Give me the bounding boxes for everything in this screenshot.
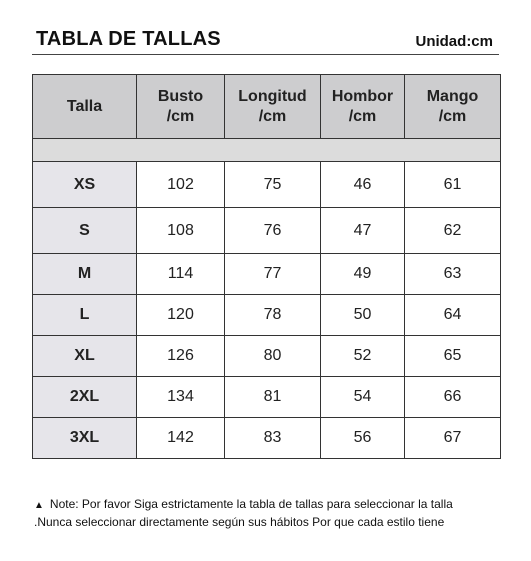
table-row bbox=[33, 162, 501, 208]
mango-cell: 62 bbox=[405, 208, 501, 254]
note-line-2 bbox=[34, 514, 504, 531]
title-divider bbox=[32, 54, 499, 55]
longitud-cell: 83 bbox=[225, 418, 321, 459]
mango-cell: 65 bbox=[405, 336, 501, 377]
longitud-cell: 81 bbox=[225, 377, 321, 418]
column-header-talla bbox=[33, 75, 137, 139]
busto-cell: 108 bbox=[137, 208, 225, 254]
column-header-busto bbox=[137, 75, 225, 139]
column-header-label: Busto bbox=[157, 87, 204, 105]
column-header-label: Hombor bbox=[331, 87, 394, 105]
column-header-unit: /cm bbox=[438, 107, 467, 125]
longitud-cell: 76 bbox=[225, 208, 321, 254]
column-header-unit: /cm bbox=[166, 107, 195, 125]
column-header-label: Talla bbox=[66, 97, 103, 115]
longitud-cell: 75 bbox=[225, 162, 321, 208]
size-cell: M bbox=[33, 254, 137, 295]
hombor-cell: 46 bbox=[321, 162, 405, 208]
size-cell: 3XL bbox=[33, 418, 137, 459]
hombor-cell: 49 bbox=[321, 254, 405, 295]
column-header-hombor bbox=[321, 75, 405, 139]
note-text-2: .Nunca seleccionar directamente según sus hábitos Por que cada estilo tiene bbox=[34, 515, 445, 529]
longitud-cell: 77 bbox=[225, 254, 321, 295]
size-cell: XS bbox=[33, 162, 137, 208]
spacer-row bbox=[33, 139, 501, 162]
size-cell: 2XL bbox=[33, 377, 137, 418]
table-header-row bbox=[33, 75, 501, 139]
busto-cell: 114 bbox=[137, 254, 225, 295]
size-note bbox=[34, 496, 504, 531]
table-row bbox=[33, 254, 501, 295]
hombor-cell: 50 bbox=[321, 295, 405, 336]
hombor-cell: 47 bbox=[321, 208, 405, 254]
mango-cell: 66 bbox=[405, 377, 501, 418]
hombor-cell: 56 bbox=[321, 418, 405, 459]
warning-triangle-icon: ▲ bbox=[34, 500, 44, 511]
table-row bbox=[33, 208, 501, 254]
mango-cell: 61 bbox=[405, 162, 501, 208]
busto-cell: 142 bbox=[137, 418, 225, 459]
mango-cell: 63 bbox=[405, 254, 501, 295]
size-cell: L bbox=[33, 295, 137, 336]
note-line-1 bbox=[34, 496, 504, 514]
size-cell: S bbox=[33, 208, 137, 254]
longitud-cell: 80 bbox=[225, 336, 321, 377]
table-row bbox=[33, 336, 501, 377]
mango-cell: 64 bbox=[405, 295, 501, 336]
column-header-label: Longitud bbox=[238, 87, 307, 105]
size-table bbox=[32, 74, 501, 459]
table-row bbox=[33, 295, 501, 336]
column-header-label: Mango bbox=[426, 87, 479, 105]
unit-label: Unidad:cm bbox=[415, 33, 493, 50]
table-row bbox=[33, 418, 501, 459]
hombor-cell: 54 bbox=[321, 377, 405, 418]
note-text-1: Note: Por favor Siga estrictamente la tabla de tallas para seleccionar la talla bbox=[49, 497, 453, 511]
page-title: TABLA DE TALLAS bbox=[36, 28, 221, 50]
busto-cell: 126 bbox=[137, 336, 225, 377]
table-row bbox=[33, 377, 501, 418]
busto-cell: 120 bbox=[137, 295, 225, 336]
column-header-unit: /cm bbox=[258, 107, 287, 125]
size-cell: XL bbox=[33, 336, 137, 377]
column-header-mango bbox=[405, 75, 501, 139]
busto-cell: 102 bbox=[137, 162, 225, 208]
longitud-cell: 78 bbox=[225, 295, 321, 336]
hombor-cell: 52 bbox=[321, 336, 405, 377]
busto-cell: 134 bbox=[137, 377, 225, 418]
column-header-longitud bbox=[225, 75, 321, 139]
column-header-unit: /cm bbox=[348, 107, 377, 125]
spacer-cell bbox=[33, 139, 501, 162]
mango-cell: 67 bbox=[405, 418, 501, 459]
